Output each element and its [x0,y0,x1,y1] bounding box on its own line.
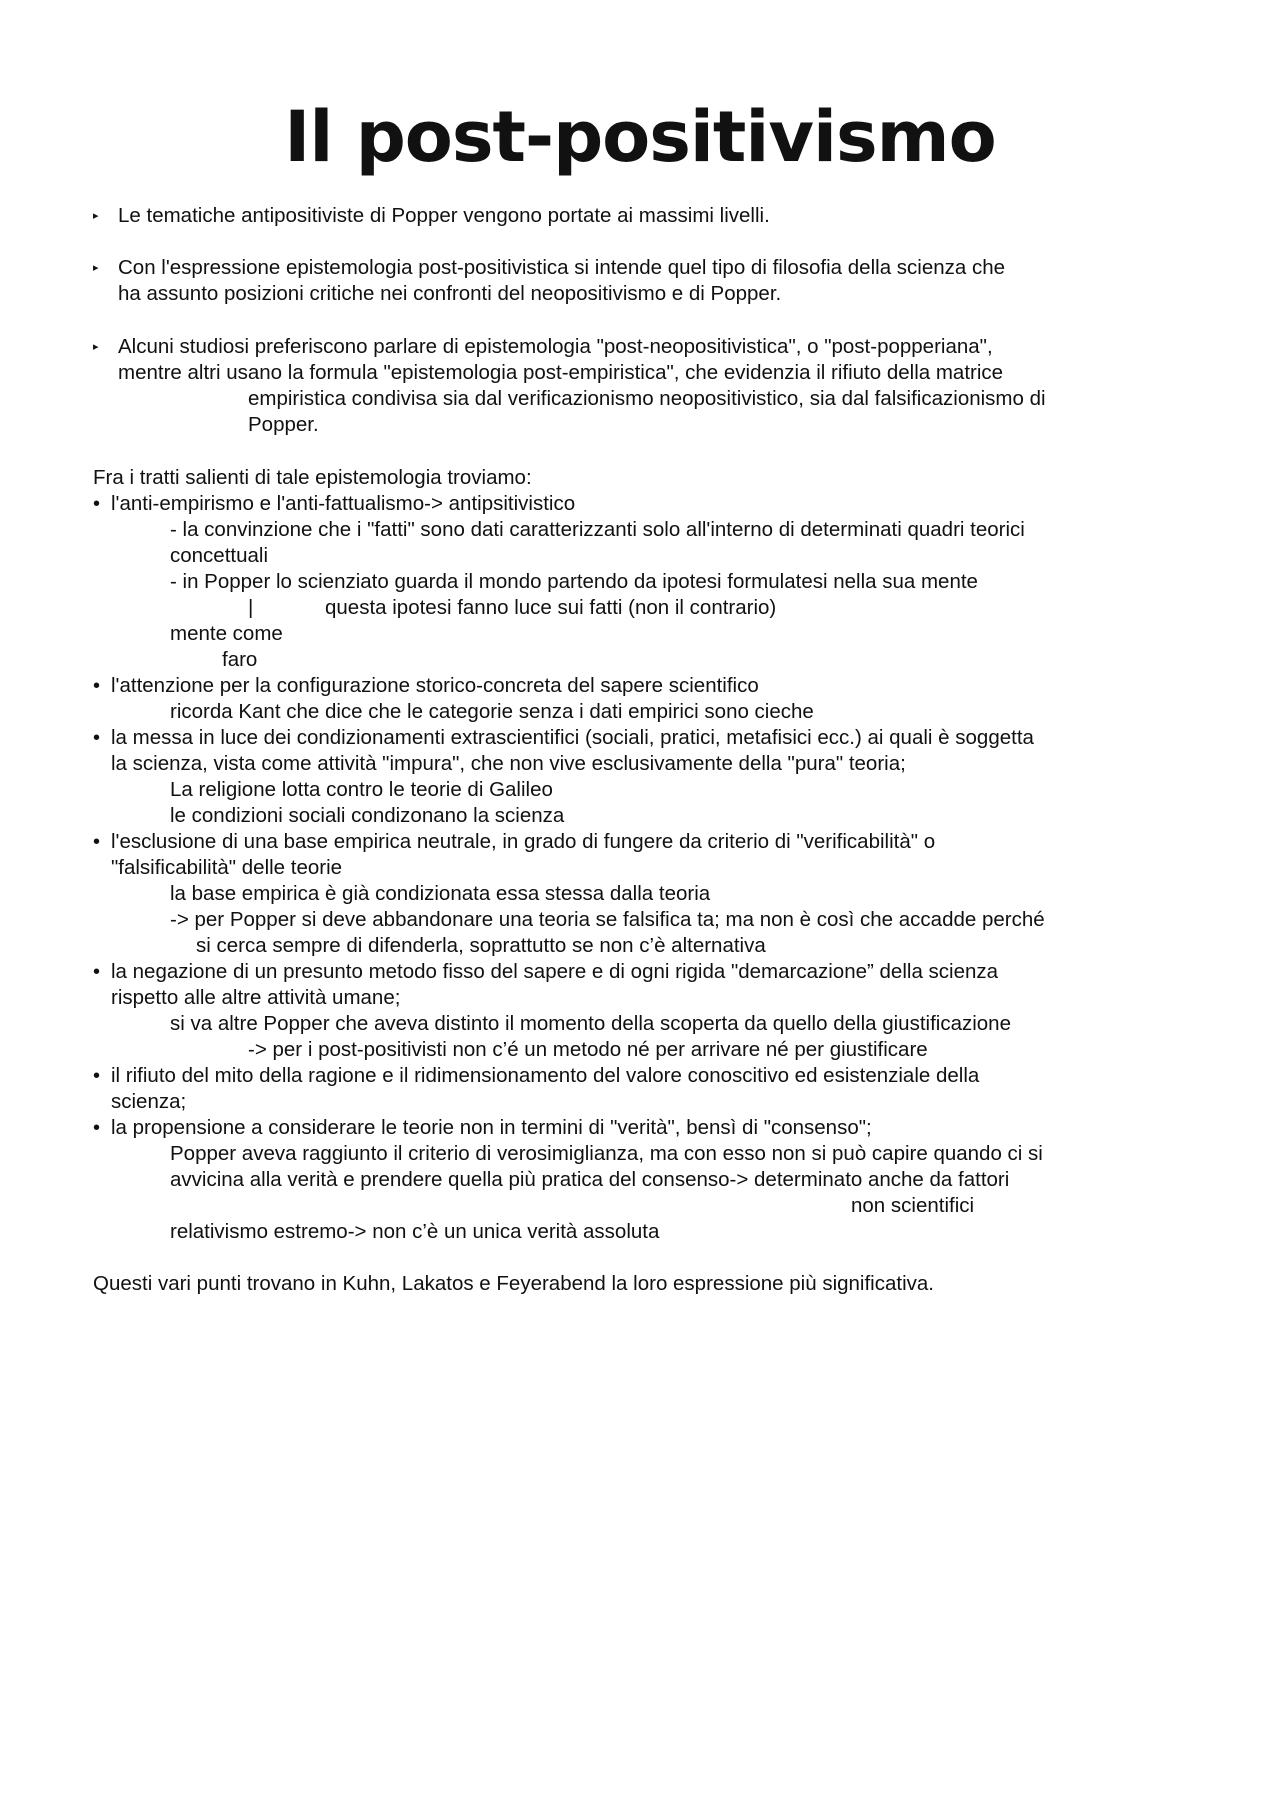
trait-7-note: non scientifici [851,1194,975,1217]
intro-bullet-1-line-1: Le tematiche antipositiviste di Popper vengono portate ai massimi livelli. [118,204,770,227]
trait-4-line-2: "falsificabilità" delle teorie [111,856,343,879]
trait-3-note: La religione lotta contro le teorie di Galileo [170,778,553,801]
trait-4-note: la base empirica è già condizionata essa stessa dalla teoria [170,882,711,905]
intro-bullet-2-line-2: ha assunto posizioni critiche nei confronti del neopositivismo e di Popper. [118,282,782,305]
trait-7-line-1: la propensione a considerare le teorie non in termini di "verità", bensì di "consenso"; [111,1116,872,1139]
trait-7-note: avvicina alla verità e prendere quella più pratica del consenso-> determinato anche da fattori [170,1168,1010,1191]
trait-1-note: - la convinzione che i "fatti" sono dati caratterizzanti solo all'interno di determinati quadri teorici [170,518,1025,541]
trait-3-line-2: la scienza, vista come attività "impura", che non vive esclusivamente della "pura" teoria; [111,752,906,775]
triangle-bullet-icon: ▸ [93,262,99,274]
trait-3-line-1: la messa in luce dei condizionamenti extrascientifici (sociali, pratici, metafisici ecc.) ai quali è soggetta [111,726,1034,749]
trait-1-note: questa ipotesi fanno luce sui fatti (non il contrario) [325,596,777,619]
triangle-bullet-icon: ▸ [93,341,99,353]
intro-bullet-3-line-1: Alcuni studiosi preferiscono parlare di epistemologia "post-neopositivistica", o "post-popperiana", [118,335,993,358]
trait-1-note: faro [222,648,258,671]
trait-7-note: Popper aveva raggiunto il criterio di verosimiglianza, ma con esso non si può capire quando ci si [170,1142,1043,1165]
bullet-dot-icon: • [93,961,101,983]
trait-2-line-1: l'attenzione per la configurazione storico-concreta del sapere scientifico [111,674,759,697]
intro-bullet-2-line-1: Con l'espressione epistemologia post-positivistica si intende quel tipo di filosofia della scienza che [118,256,1006,279]
triangle-bullet-icon: ▸ [93,210,99,222]
traits-intro: Fra i tratti salienti di tale epistemologia troviamo: [93,466,532,489]
trait-5-line-2: rispetto alle altre attività umane; [111,986,401,1009]
trait-5-note: -> per i post-positivisti non c’é un metodo né per arrivare né per giustificare [248,1038,928,1061]
trait-1-note: - in Popper lo scienziato guarda il mondo partendo da ipotesi formulatesi nella sua mente [170,570,978,593]
trait-6-line-1: il rifiuto del mito della ragione e il ridimensionamento del valore conoscitivo ed esistenziale della [111,1064,980,1087]
trait-4-note: si cerca sempre di difenderla, soprattutto se non c’è alternativa [196,934,766,957]
trait-1-note: mente come [170,622,283,645]
trait-4-note: -> per Popper si deve abbandonare una teoria se falsifica ta; ma non è così che accadde perché [170,908,1045,931]
trait-5-note: si va altre Popper che aveva distinto il momento della scoperta da quello della giustificazione [170,1012,1011,1035]
bullet-dot-icon: • [93,1065,101,1087]
bullet-dot-icon: • [93,493,101,515]
trait-1-note: concettuali [170,544,269,567]
bullet-dot-icon: • [93,831,101,853]
bullet-dot-icon: • [93,727,101,749]
trait-1-note-connector: | [248,596,254,619]
trait-5-line-1: la negazione di un presunto metodo fisso del sapere e di ogni rigida "demarcazione” della scienza [111,960,999,983]
page-title: Il post-positivismo [284,96,996,178]
bullet-dot-icon: • [93,675,101,697]
trait-4-line-1: l'esclusione di una base empirica neutrale, in grado di fungere da criterio di "verificabilità" o [111,830,936,853]
intro-bullet-3-line-4: Popper. [248,413,319,436]
trait-1-line-1: l'anti-empirismo e l'anti-fattualismo-> antipsitivistico [111,492,576,515]
intro-bullet-3-line-3: empiristica condivisa sia dal verificazionismo neopositivistico, sia dal falsificazionismo di [248,387,1046,410]
trait-3-note: le condizioni sociali condizonano la scienza [170,804,565,827]
trait-6-line-2: scienza; [111,1090,187,1113]
trait-2-note: ricorda Kant che dice che le categorie senza i dati empirici sono cieche [170,700,814,723]
trait-7-note: relativismo estremo-> non c’è un unica verità assoluta [170,1220,660,1243]
conclusion-paragraph: Questi vari punti trovano in Kuhn, Lakatos e Feyerabend la loro espressione più significativa. [93,1272,934,1295]
intro-bullet-3-line-2: mentre altri usano la formula "epistemologia post-empiristica", che evidenzia il rifiuto della matrice [118,361,1004,384]
bullet-dot-icon: • [93,1117,101,1139]
